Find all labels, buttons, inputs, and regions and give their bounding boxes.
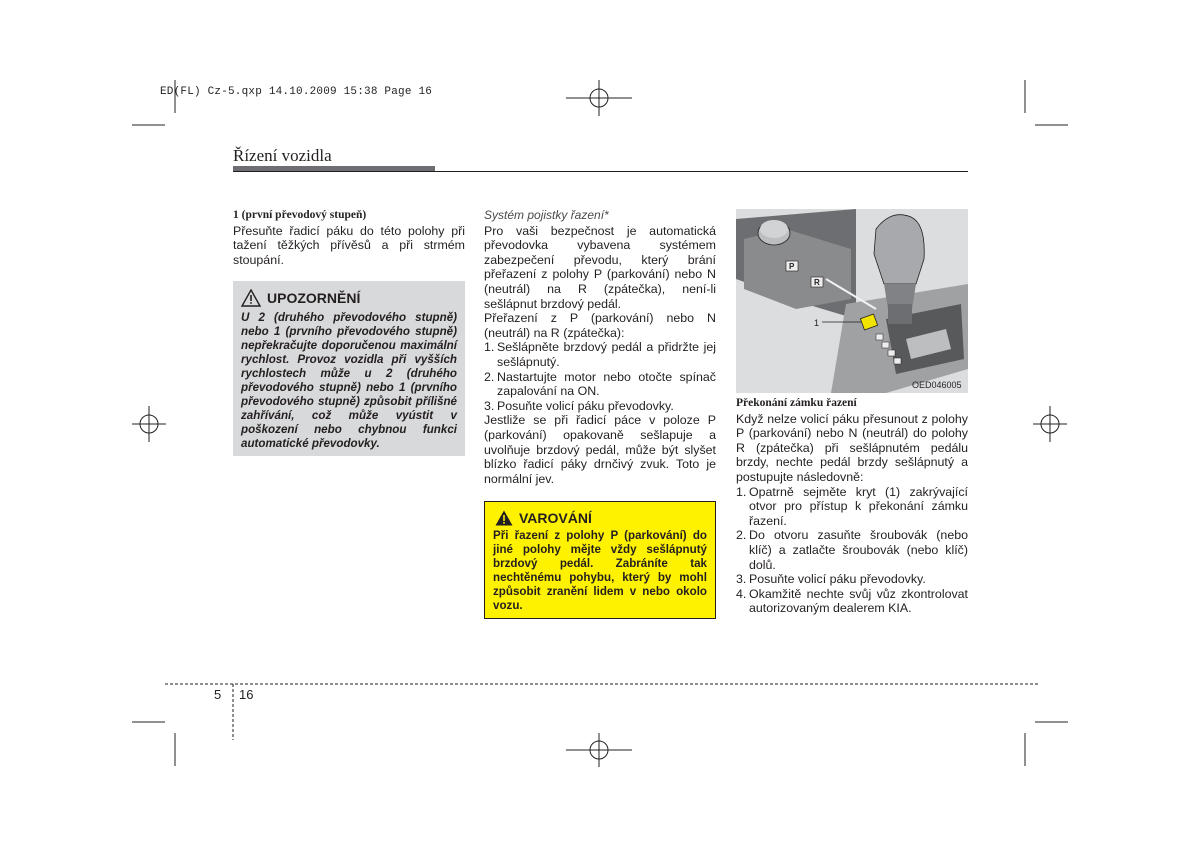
step-number: 1. — [736, 484, 747, 499]
caution-header — [241, 289, 457, 307]
first-gear-heading: 1 (první převodový stupeň) — [233, 209, 367, 221]
callout-number: 1 — [814, 318, 820, 328]
first-gear-paragraph: Přesuňte řadicí páku do této polohy při tažení těžkých přívěsů a při strmém stoupání. — [233, 223, 465, 267]
warning-title: VAROVÁNÍ — [519, 510, 592, 526]
shift-procedure-steps — [484, 340, 716, 413]
shift-lever-illustration — [736, 209, 968, 393]
shift-procedure-intro: Přeřazení z P (parkování) nebo N (neutrál) na R (zpátečka): — [484, 311, 716, 340]
step-text: Okamžitě nechte svůj vůz zkontrolovat autorizovaným dealerem KIA. — [749, 586, 968, 616]
rattle-noise-paragraph: Jestliže se při řadicí páce v poloze P (parkování) opakovaně sešlapuje a uvolňuje brzdový pedál, může být slyšet blízko řadicí páky drnčivý zvuk. Toto je normální jev. — [484, 413, 716, 486]
step-text: Do otvoru zasuňte šroubovák (nebo klíč) a zatlačte šroubovák (nebo klíč) dolů. — [749, 528, 968, 572]
print-file-header: ED(FL) Cz-5.qxp 14.10.2009 15:38 Page 16 — [160, 86, 433, 98]
column-left — [233, 208, 465, 267]
column-middle — [484, 208, 716, 486]
chapter-number: 5 — [214, 687, 222, 702]
lock-override-heading: Překonání zámku řazení — [736, 397, 857, 409]
step-text: Sešlápněte brzdový pedál a přidržte jej sešlápnutý. — [497, 340, 716, 369]
list-item — [736, 528, 968, 572]
gear-shifter-drawing — [736, 209, 968, 393]
step-number: 3. — [484, 398, 495, 413]
section-title: Řízení vozidla — [233, 146, 332, 165]
list-item — [484, 370, 716, 399]
list-item — [736, 572, 968, 587]
figure-code: OED046005 — [912, 380, 962, 390]
step-number: 2. — [736, 528, 747, 543]
step-number: 4. — [736, 586, 747, 601]
list-item — [736, 485, 968, 529]
page-number: 16 — [239, 687, 254, 702]
step-number: 2. — [484, 369, 495, 384]
lock-override-paragraph: Když nelze volicí páku přesunout z polohy P (parkování) nebo N (neutrál) do polohy R (zpátečka) při sešlápnutém pedálu brzdy, nechte pedál brzdy sešlápnutý a postupujte následovně: — [736, 411, 968, 484]
step-text: Posuňte volicí páku převodovky. — [497, 398, 674, 413]
gear-letter-r: R — [814, 278, 820, 287]
step-text: Nastartujte motor nebo otočte spínač zapalování na ON. — [497, 369, 716, 399]
step-text: Posuňte volicí páku převodovky. — [749, 572, 926, 587]
shift-lock-heading: Systém pojistky řazení* — [484, 208, 609, 222]
step-text: Opatrně sejměte kryt (1) zakrývající otvor pro přístup k překonání zámku řazení. — [749, 484, 968, 528]
caution-title: UPOZORNĚNÍ — [267, 290, 361, 306]
warning-triangle-filled-icon — [495, 510, 513, 526]
list-item — [736, 587, 968, 616]
warning-triangle-icon — [241, 289, 261, 307]
warning-header — [495, 510, 707, 526]
warning-text: Při řazení z polohy P (parkování) do jiné polohy mějte vždy sešlápnutý brzdový pedál. Zabráníte tak nechtěnému pohybu, který by mohl způsobit zranění lidem v nebo okolo vozu. — [493, 529, 707, 612]
caution-text: U 2 (druhého převodového stupně) nebo 1 (prvního převodového stupně) nepřekračujte doporučenou maximální rychlost. Provoz vozidla při vyšších rychlostech může u 2 (druhého převodového stupně) nebo 1 (prvního převodového stupně) způsobit přílišné zahřívání, což může vyústit v poškození nebo chybnou funkci automatické převodovky. — [241, 311, 457, 450]
gear-letter-p: P — [789, 262, 795, 271]
step-number: 3. — [736, 572, 747, 587]
lock-override-steps — [736, 485, 968, 616]
caution-box — [233, 281, 465, 456]
warning-box — [484, 501, 716, 619]
step-number: 1. — [484, 340, 495, 355]
shift-lock-paragraph: Pro vaši bezpečnost je automatická převodovka vybavena systémem zabezpečení převodu, který brání přeřazení z polohy P (parkování) nebo N (neutrál) na R (zpátečka), není-li sešlápnut brzdový pedál. — [484, 223, 716, 311]
list-item — [484, 399, 716, 414]
column-right — [736, 396, 968, 616]
title-rule — [233, 171, 968, 172]
list-item — [484, 340, 716, 369]
